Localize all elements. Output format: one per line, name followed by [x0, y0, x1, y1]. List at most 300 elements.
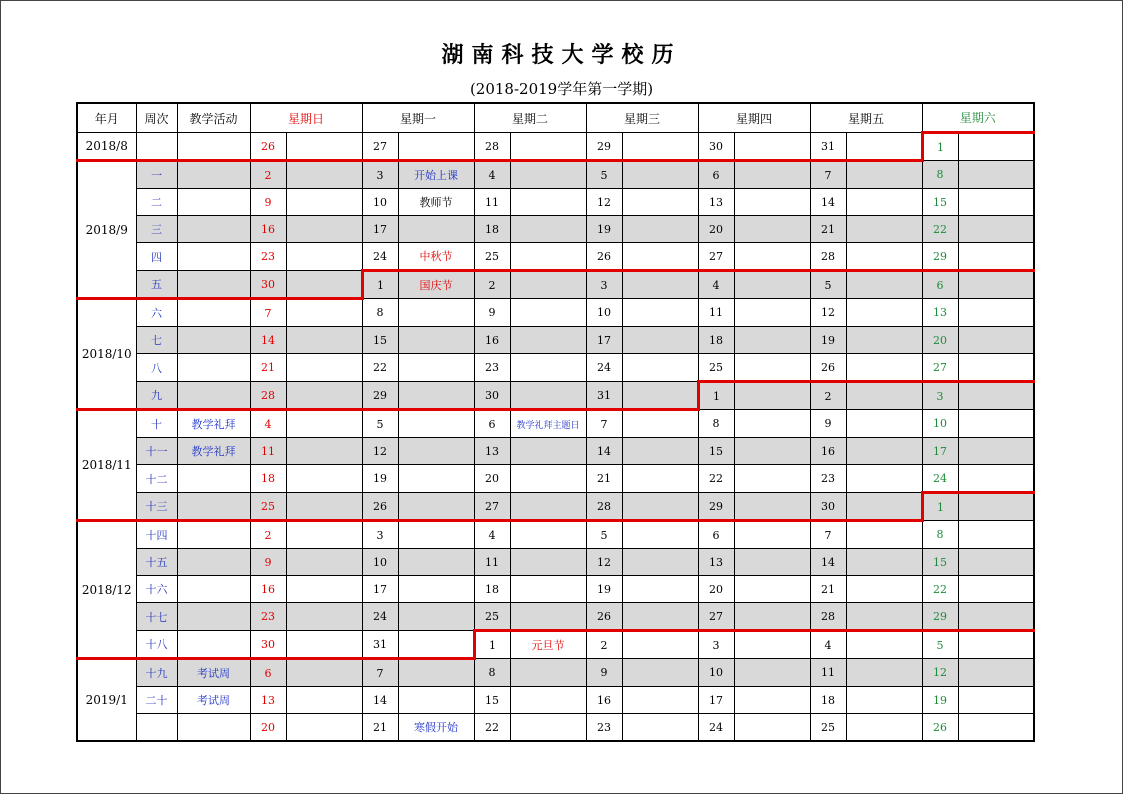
day-number-tuesday: 8	[474, 659, 510, 687]
day-number-wednesday: 12	[586, 549, 622, 576]
day-number-wednesday: 23	[586, 714, 622, 742]
day-note-sunday	[286, 521, 362, 549]
day-number-tuesday: 18	[474, 216, 510, 243]
day-note-friday	[846, 382, 922, 410]
day-number-tuesday: 9	[474, 299, 510, 327]
day-number-friday: 14	[810, 189, 846, 216]
day-note-monday	[398, 465, 474, 493]
day-number-tuesday: 15	[474, 687, 510, 714]
teaching-activity	[177, 216, 250, 243]
calendar-week-row	[77, 243, 1034, 271]
day-note-tuesday	[510, 714, 586, 742]
day-note-thursday	[734, 243, 810, 271]
calendar-week-row	[77, 714, 1034, 742]
week-number: 十二	[136, 465, 177, 493]
day-number-tuesday: 11	[474, 549, 510, 576]
day-note-saturday	[958, 216, 1034, 243]
day-note-monday	[398, 687, 474, 714]
day-note-wednesday	[622, 549, 698, 576]
day-number-saturday: 22	[922, 576, 958, 603]
day-number-saturday: 5	[922, 631, 958, 659]
week-number: 五	[136, 271, 177, 299]
day-number-sunday: 16	[250, 216, 286, 243]
day-number-sunday: 23	[250, 603, 286, 631]
day-number-monday: 3	[362, 521, 398, 549]
day-note-sunday	[286, 465, 362, 493]
day-note-thursday	[734, 659, 810, 687]
header-sunday: 星期日	[250, 103, 362, 133]
day-note-tuesday	[510, 659, 586, 687]
teaching-activity	[177, 714, 250, 742]
teaching-activity	[177, 327, 250, 354]
day-note-monday	[398, 521, 474, 549]
day-note-saturday	[958, 161, 1034, 189]
calendar-week-row	[77, 327, 1034, 354]
day-note-sunday	[286, 243, 362, 271]
month-label: 2018/9	[77, 161, 136, 299]
week-number: 二十	[136, 687, 177, 714]
day-note-wednesday	[622, 659, 698, 687]
day-note-wednesday	[622, 243, 698, 271]
week-number	[136, 714, 177, 742]
day-number-monday: 14	[362, 687, 398, 714]
day-note-friday	[846, 216, 922, 243]
day-number-saturday: 1	[922, 493, 958, 521]
day-note-sunday	[286, 714, 362, 742]
day-note-friday	[846, 161, 922, 189]
day-note-tuesday	[510, 161, 586, 189]
day-number-saturday: 29	[922, 243, 958, 271]
teaching-activity: 考试周	[177, 659, 250, 687]
teaching-activity: 教学礼拜	[177, 410, 250, 438]
day-note-saturday	[958, 271, 1034, 299]
day-number-saturday: 6	[922, 271, 958, 299]
week-number: 九	[136, 382, 177, 410]
day-note-saturday	[958, 382, 1034, 410]
day-number-wednesday: 19	[586, 216, 622, 243]
day-note-wednesday	[622, 410, 698, 438]
day-note-sunday	[286, 299, 362, 327]
day-number-thursday: 20	[698, 576, 734, 603]
calendar-week-row	[77, 189, 1034, 216]
day-number-friday: 23	[810, 465, 846, 493]
day-note-monday: 国庆节	[398, 271, 474, 299]
day-number-sunday: 2	[250, 161, 286, 189]
month-label: 2018/10	[77, 299, 136, 410]
day-number-friday: 4	[810, 631, 846, 659]
day-note-tuesday	[510, 189, 586, 216]
day-number-sunday: 6	[250, 659, 286, 687]
day-note-saturday	[958, 438, 1034, 465]
day-note-friday	[846, 549, 922, 576]
day-note-tuesday	[510, 354, 586, 382]
day-note-thursday	[734, 493, 810, 521]
day-note-friday	[846, 327, 922, 354]
day-number-friday: 16	[810, 438, 846, 465]
day-number-friday: 19	[810, 327, 846, 354]
day-number-thursday: 20	[698, 216, 734, 243]
calendar-week-row	[77, 576, 1034, 603]
day-number-sunday: 16	[250, 576, 286, 603]
day-number-monday: 10	[362, 189, 398, 216]
day-note-friday	[846, 299, 922, 327]
day-note-saturday	[958, 189, 1034, 216]
day-note-sunday	[286, 216, 362, 243]
day-number-thursday: 15	[698, 438, 734, 465]
day-number-tuesday: 25	[474, 243, 510, 271]
header-week: 周次	[136, 103, 177, 133]
day-note-monday	[398, 299, 474, 327]
day-number-thursday: 1	[698, 382, 734, 410]
day-note-tuesday: 元旦节	[510, 631, 586, 659]
month-label: 2018/12	[77, 521, 136, 659]
day-note-saturday	[958, 687, 1034, 714]
day-note-friday	[846, 438, 922, 465]
page-title: 湖南科技大学校历	[441, 43, 682, 68]
day-note-saturday	[958, 714, 1034, 742]
header-month: 年月	[77, 103, 136, 133]
day-note-friday	[846, 410, 922, 438]
day-number-friday: 12	[810, 299, 846, 327]
day-note-thursday	[734, 354, 810, 382]
day-note-saturday	[958, 603, 1034, 631]
day-number-saturday: 1	[922, 133, 958, 161]
day-number-sunday: 14	[250, 327, 286, 354]
day-number-wednesday: 19	[586, 576, 622, 603]
calendar-week-row	[77, 438, 1034, 465]
day-number-sunday: 4	[250, 410, 286, 438]
header-saturday: 星期六	[922, 103, 1034, 133]
day-note-sunday	[286, 549, 362, 576]
calendar-week-row	[77, 382, 1034, 410]
day-number-saturday: 10	[922, 410, 958, 438]
day-note-tuesday	[510, 271, 586, 299]
day-note-tuesday: 教学礼拜主题日	[510, 410, 586, 438]
day-note-saturday	[958, 133, 1034, 161]
day-number-wednesday: 17	[586, 327, 622, 354]
calendar-week-row	[77, 133, 1034, 161]
day-number-sunday: 21	[250, 354, 286, 382]
calendar-body	[77, 133, 1034, 742]
day-number-sunday: 9	[250, 189, 286, 216]
day-note-thursday	[734, 714, 810, 742]
day-number-sunday: 28	[250, 382, 286, 410]
day-note-tuesday	[510, 576, 586, 603]
day-number-thursday: 13	[698, 549, 734, 576]
week-number: 十六	[136, 576, 177, 603]
calendar-week-row	[77, 271, 1034, 299]
day-number-thursday: 10	[698, 659, 734, 687]
day-number-saturday: 27	[922, 354, 958, 382]
day-note-wednesday	[622, 189, 698, 216]
day-note-friday	[846, 603, 922, 631]
calendar-week-row	[77, 659, 1034, 687]
day-number-monday: 22	[362, 354, 398, 382]
teaching-activity: 考试周	[177, 687, 250, 714]
day-number-saturday: 13	[922, 299, 958, 327]
day-note-friday	[846, 576, 922, 603]
day-number-monday: 17	[362, 576, 398, 603]
day-note-sunday	[286, 603, 362, 631]
day-note-tuesday	[510, 521, 586, 549]
week-number: 三	[136, 216, 177, 243]
day-note-wednesday	[622, 714, 698, 742]
day-number-saturday: 3	[922, 382, 958, 410]
day-number-friday: 5	[810, 271, 846, 299]
day-note-monday	[398, 438, 474, 465]
calendar-week-row	[77, 299, 1034, 327]
day-note-thursday	[734, 271, 810, 299]
day-number-monday: 26	[362, 493, 398, 521]
day-note-sunday	[286, 327, 362, 354]
day-note-tuesday	[510, 603, 586, 631]
day-number-monday: 24	[362, 603, 398, 631]
day-note-tuesday	[510, 216, 586, 243]
header-wednesday: 星期三	[586, 103, 698, 133]
teaching-activity	[177, 189, 250, 216]
day-number-saturday: 8	[922, 521, 958, 549]
calendar-week-row	[77, 687, 1034, 714]
day-number-wednesday: 26	[586, 603, 622, 631]
day-number-wednesday: 12	[586, 189, 622, 216]
day-note-wednesday	[622, 354, 698, 382]
day-note-thursday	[734, 161, 810, 189]
day-note-wednesday	[622, 465, 698, 493]
day-note-saturday	[958, 243, 1034, 271]
day-note-friday	[846, 243, 922, 271]
calendar-week-row	[77, 521, 1034, 549]
day-note-friday	[846, 271, 922, 299]
week-number: 十	[136, 410, 177, 438]
day-number-wednesday: 14	[586, 438, 622, 465]
day-note-sunday	[286, 271, 362, 299]
teaching-activity	[177, 493, 250, 521]
week-number	[136, 133, 177, 161]
day-note-wednesday	[622, 438, 698, 465]
day-number-saturday: 19	[922, 687, 958, 714]
day-note-sunday	[286, 659, 362, 687]
day-note-sunday	[286, 410, 362, 438]
day-note-thursday	[734, 327, 810, 354]
teaching-activity	[177, 465, 250, 493]
day-number-friday: 21	[810, 216, 846, 243]
day-number-tuesday: 20	[474, 465, 510, 493]
calendar-week-row	[77, 493, 1034, 521]
day-number-monday: 12	[362, 438, 398, 465]
day-note-wednesday	[622, 603, 698, 631]
day-note-saturday	[958, 327, 1034, 354]
day-note-thursday	[734, 603, 810, 631]
day-number-tuesday: 18	[474, 576, 510, 603]
day-note-thursday	[734, 299, 810, 327]
day-note-sunday	[286, 354, 362, 382]
day-number-monday: 7	[362, 659, 398, 687]
day-note-monday: 教师节	[398, 189, 474, 216]
day-note-wednesday	[622, 216, 698, 243]
day-note-tuesday	[510, 549, 586, 576]
day-number-saturday: 29	[922, 603, 958, 631]
week-number: 十三	[136, 493, 177, 521]
teaching-activity	[177, 549, 250, 576]
day-number-friday: 11	[810, 659, 846, 687]
day-note-saturday	[958, 576, 1034, 603]
day-note-wednesday	[622, 493, 698, 521]
day-number-monday: 27	[362, 133, 398, 161]
day-number-wednesday: 9	[586, 659, 622, 687]
day-note-wednesday	[622, 133, 698, 161]
teaching-activity: 教学礼拜	[177, 438, 250, 465]
day-number-sunday: 30	[250, 271, 286, 299]
day-number-wednesday: 28	[586, 493, 622, 521]
day-number-tuesday: 2	[474, 271, 510, 299]
day-number-monday: 21	[362, 714, 398, 742]
teaching-activity	[177, 243, 250, 271]
day-note-friday	[846, 465, 922, 493]
day-note-monday	[398, 659, 474, 687]
teaching-activity	[177, 133, 250, 161]
day-number-wednesday: 26	[586, 243, 622, 271]
day-note-sunday	[286, 438, 362, 465]
day-number-thursday: 11	[698, 299, 734, 327]
day-number-tuesday: 6	[474, 410, 510, 438]
day-number-thursday: 6	[698, 161, 734, 189]
day-number-tuesday: 28	[474, 133, 510, 161]
week-number: 八	[136, 354, 177, 382]
day-number-sunday: 30	[250, 631, 286, 659]
day-note-saturday	[958, 631, 1034, 659]
day-number-saturday: 22	[922, 216, 958, 243]
day-number-tuesday: 23	[474, 354, 510, 382]
day-number-thursday: 8	[698, 410, 734, 438]
day-note-friday	[846, 189, 922, 216]
day-note-monday	[398, 327, 474, 354]
day-number-tuesday: 13	[474, 438, 510, 465]
day-note-friday	[846, 659, 922, 687]
day-number-sunday: 23	[250, 243, 286, 271]
day-number-tuesday: 1	[474, 631, 510, 659]
day-note-thursday	[734, 631, 810, 659]
calendar-week-row	[77, 549, 1034, 576]
day-note-thursday	[734, 133, 810, 161]
day-note-friday	[846, 354, 922, 382]
day-note-thursday	[734, 410, 810, 438]
day-number-sunday: 26	[250, 133, 286, 161]
day-note-wednesday	[622, 687, 698, 714]
day-number-thursday: 29	[698, 493, 734, 521]
calendar-week-row	[77, 216, 1034, 243]
header-row	[77, 103, 1034, 133]
day-number-monday: 31	[362, 631, 398, 659]
day-number-sunday: 9	[250, 549, 286, 576]
calendar-week-row	[77, 631, 1034, 659]
day-number-thursday: 4	[698, 271, 734, 299]
week-number: 十五	[136, 549, 177, 576]
calendar-week-row	[77, 410, 1034, 438]
day-number-tuesday: 11	[474, 189, 510, 216]
day-number-thursday: 25	[698, 354, 734, 382]
day-number-tuesday: 30	[474, 382, 510, 410]
day-number-saturday: 8	[922, 161, 958, 189]
day-note-thursday	[734, 549, 810, 576]
teaching-activity	[177, 271, 250, 299]
day-note-tuesday	[510, 465, 586, 493]
day-note-saturday	[958, 549, 1034, 576]
week-number: 十八	[136, 631, 177, 659]
day-number-saturday: 17	[922, 438, 958, 465]
day-note-friday	[846, 714, 922, 742]
day-number-thursday: 27	[698, 243, 734, 271]
day-number-monday: 15	[362, 327, 398, 354]
week-number: 六	[136, 299, 177, 327]
day-number-saturday: 15	[922, 549, 958, 576]
day-note-wednesday	[622, 299, 698, 327]
calendar-week-row	[77, 354, 1034, 382]
day-note-saturday	[958, 410, 1034, 438]
day-number-wednesday: 7	[586, 410, 622, 438]
day-number-thursday: 13	[698, 189, 734, 216]
day-note-monday	[398, 493, 474, 521]
day-note-monday: 寒假开始	[398, 714, 474, 742]
day-number-friday: 25	[810, 714, 846, 742]
day-number-saturday: 20	[922, 327, 958, 354]
month-label: 2018/8	[77, 133, 136, 161]
day-number-monday: 1	[362, 271, 398, 299]
day-number-thursday: 18	[698, 327, 734, 354]
day-note-monday	[398, 631, 474, 659]
day-number-tuesday: 16	[474, 327, 510, 354]
day-number-monday: 5	[362, 410, 398, 438]
day-number-saturday: 26	[922, 714, 958, 742]
teaching-activity	[177, 576, 250, 603]
calendar-week-row	[77, 603, 1034, 631]
day-number-thursday: 22	[698, 465, 734, 493]
day-number-monday: 10	[362, 549, 398, 576]
day-number-monday: 29	[362, 382, 398, 410]
day-number-wednesday: 31	[586, 382, 622, 410]
month-label: 2018/11	[77, 410, 136, 521]
day-note-wednesday	[622, 631, 698, 659]
day-note-monday	[398, 354, 474, 382]
day-number-wednesday: 3	[586, 271, 622, 299]
day-number-sunday: 7	[250, 299, 286, 327]
day-number-saturday: 12	[922, 659, 958, 687]
day-note-sunday	[286, 687, 362, 714]
day-number-friday: 31	[810, 133, 846, 161]
day-note-wednesday	[622, 382, 698, 410]
day-number-friday: 26	[810, 354, 846, 382]
day-note-thursday	[734, 687, 810, 714]
day-number-friday: 7	[810, 521, 846, 549]
day-note-friday	[846, 687, 922, 714]
day-note-tuesday	[510, 299, 586, 327]
day-number-friday: 30	[810, 493, 846, 521]
day-note-wednesday	[622, 271, 698, 299]
day-note-monday	[398, 216, 474, 243]
day-number-wednesday: 5	[586, 521, 622, 549]
day-note-wednesday	[622, 327, 698, 354]
day-number-thursday: 30	[698, 133, 734, 161]
header-monday: 星期一	[362, 103, 474, 133]
day-number-thursday: 3	[698, 631, 734, 659]
day-number-saturday: 15	[922, 189, 958, 216]
day-note-monday: 开始上课	[398, 161, 474, 189]
day-number-friday: 7	[810, 161, 846, 189]
day-note-saturday	[958, 659, 1034, 687]
day-number-tuesday: 4	[474, 161, 510, 189]
day-number-sunday: 2	[250, 521, 286, 549]
day-number-sunday: 11	[250, 438, 286, 465]
day-number-tuesday: 4	[474, 521, 510, 549]
